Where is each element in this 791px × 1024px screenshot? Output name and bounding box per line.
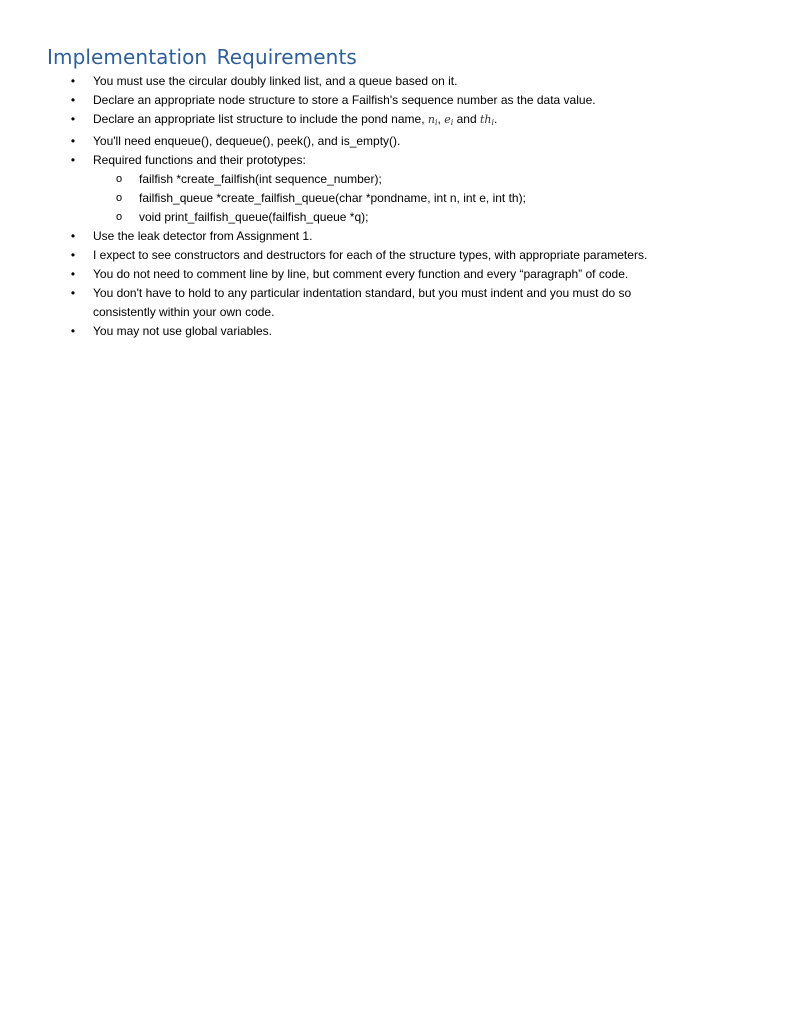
bullet-icon: • <box>70 267 76 281</box>
bullet-icon: • <box>70 153 76 167</box>
sub-list-item <box>0 208 791 227</box>
bullet-icon: • <box>70 324 76 338</box>
requirements-list <box>0 72 791 341</box>
sub-list-item <box>0 189 791 208</box>
bullet-icon: • <box>70 93 76 107</box>
math-th: $th_i$ <box>479 113 495 127</box>
list-item <box>0 132 791 151</box>
item-text-and: and <box>453 112 480 126</box>
prototype-text: failfish *create_failfish(int sequence_number); <box>139 172 382 186</box>
math-separator: , <box>437 112 445 126</box>
list-item <box>0 265 791 284</box>
item-text-end: . <box>494 112 498 126</box>
bullet-icon: • <box>70 74 76 88</box>
item-text: You'll need enqueue(), dequeue(), peek(), and is_empty(). <box>93 134 401 148</box>
item-text: I expect to see constructors and destructors for each of the structure types, with appropriate parameters. <box>93 248 648 262</box>
section-heading: Implementation Requirements <box>47 45 357 69</box>
list-item <box>0 151 791 170</box>
item-text-continuation: consistently within your own code. <box>93 305 275 319</box>
list-item <box>0 246 791 265</box>
item-text: You may not use global variables. <box>93 324 273 338</box>
bullet-icon: • <box>70 229 76 243</box>
list-item <box>0 322 791 341</box>
sub-bullet-icon: o <box>116 192 123 204</box>
prototypes-list <box>0 170 791 227</box>
prototype-text: void print_failfish_queue(failfish_queue *q); <box>139 210 369 224</box>
item-text: Required functions and their prototypes: <box>93 153 306 167</box>
item-text: You don't have to hold to any particular indentation standard, but you must indent and you must do so <box>93 286 632 300</box>
item-text: Declare an appropriate list structure to include the pond name, <box>93 112 428 126</box>
sub-list-container <box>0 170 791 227</box>
prototype-text: failfish_queue *create_failfish_queue(char *pondname, int n, int e, int th); <box>139 191 526 205</box>
sub-bullet-icon: o <box>116 173 123 185</box>
bullet-icon: • <box>70 134 76 148</box>
list-item <box>0 72 791 91</box>
sub-list-item <box>0 170 791 189</box>
math-e: $e_i$ <box>444 113 454 127</box>
math-n: $n_i$ <box>427 113 438 127</box>
list-item <box>0 110 791 132</box>
bullet-icon: • <box>70 112 76 126</box>
item-text: Use the leak detector from Assignment 1. <box>93 229 313 243</box>
item-text: You must use the circular doubly linked list, and a queue based on it. <box>93 74 458 88</box>
sub-bullet-icon: o <box>116 211 123 223</box>
item-text: Declare an appropriate node structure to store a Failfish's sequence number as the data value. <box>93 93 596 107</box>
list-item <box>0 227 791 246</box>
item-text: You do not need to comment line by line, but comment every function and every “paragraph” of code. <box>93 267 629 281</box>
bullet-icon: • <box>70 286 76 300</box>
list-item <box>0 284 791 322</box>
list-item <box>0 91 791 110</box>
bullet-icon: • <box>70 248 76 262</box>
